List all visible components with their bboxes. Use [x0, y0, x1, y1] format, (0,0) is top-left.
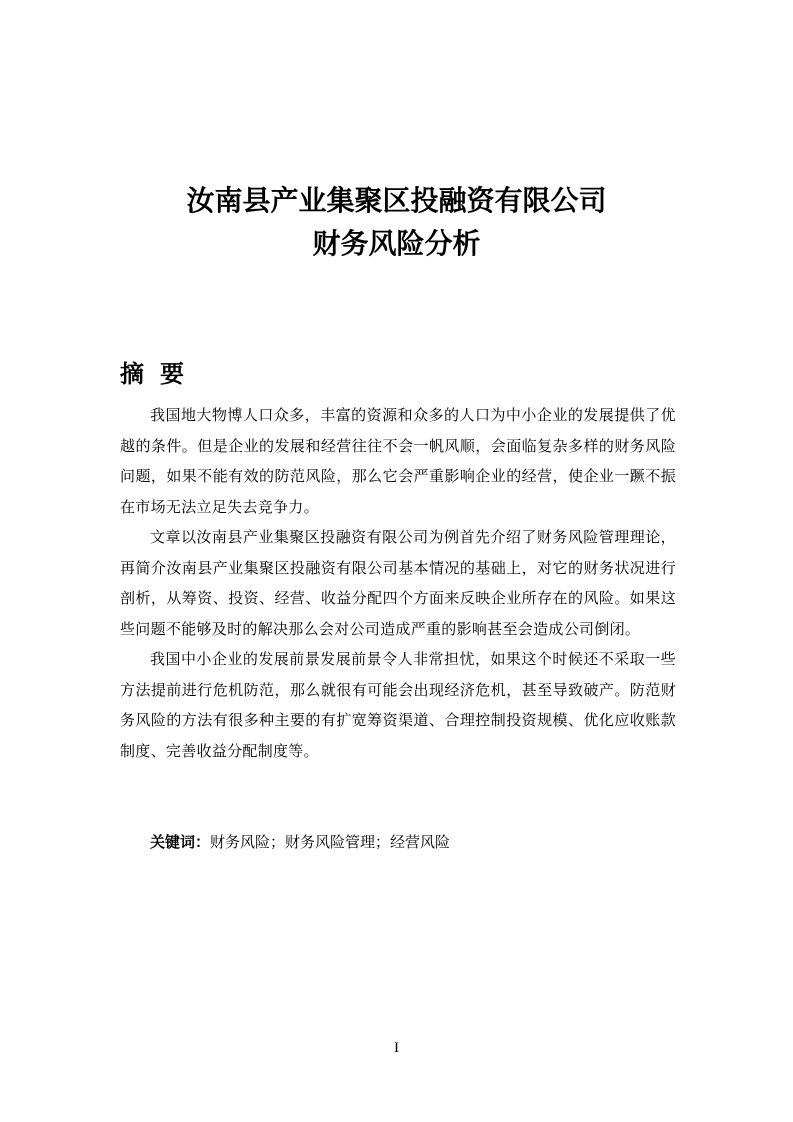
abstract-paragraph-2: 文章以汝南县产业集聚区投融资有限公司为例首先介绍了财务风险管理理论，再简介汝南县产业集聚区投融资有限公司基本情况的基础上，对它的财务状况进行剖析，从筹资、投资、经营、收益分配四个方面来反映企业所存在的风险。如果这些问题不能够及时的解决那么会对公司造成严重的影响甚至会造成公司倒闭。 — [120, 528, 676, 638]
document-title-line-2: 财务风险分析 — [312, 227, 481, 260]
keywords-label: 关键词： — [150, 833, 211, 851]
abstract-paragraph-1: 我国地大物博人口众多，丰富的资源和众多的人口为中小企业的发展提供了优越的条件。但是企业的发展和经营往往不会一帆风顺，会面临复杂多样的财务风险问题，如果不能有效的防范风险，那么它会严重影响企业的经营，使企业一蹶不振在市场无法立足失去竞争力。 — [120, 406, 676, 516]
keywords-line — [150, 828, 450, 856]
abstract-heading: 摘要 — [120, 360, 200, 388]
page-number: I — [394, 1040, 399, 1056]
keywords-value: 财务风险；财务风险管理；经营风险 — [210, 833, 451, 851]
abstract-body — [120, 400, 676, 766]
abstract-paragraph-3: 我国中小企业的发展前景发展前景令人非常担忧，如果这个时候还不采取一些方法提前进行危机防范，那么就很有可能会出现经济危机，甚至导致破产。防范财务风险的方法有很多种主要的有扩宽筹资渠道、合理控制投资规模、优化应收账款制度、完善收益分配制度等。 — [120, 650, 676, 760]
document-title-line-1: 汝南县产业集聚区投融资有限公司 — [186, 184, 607, 217]
